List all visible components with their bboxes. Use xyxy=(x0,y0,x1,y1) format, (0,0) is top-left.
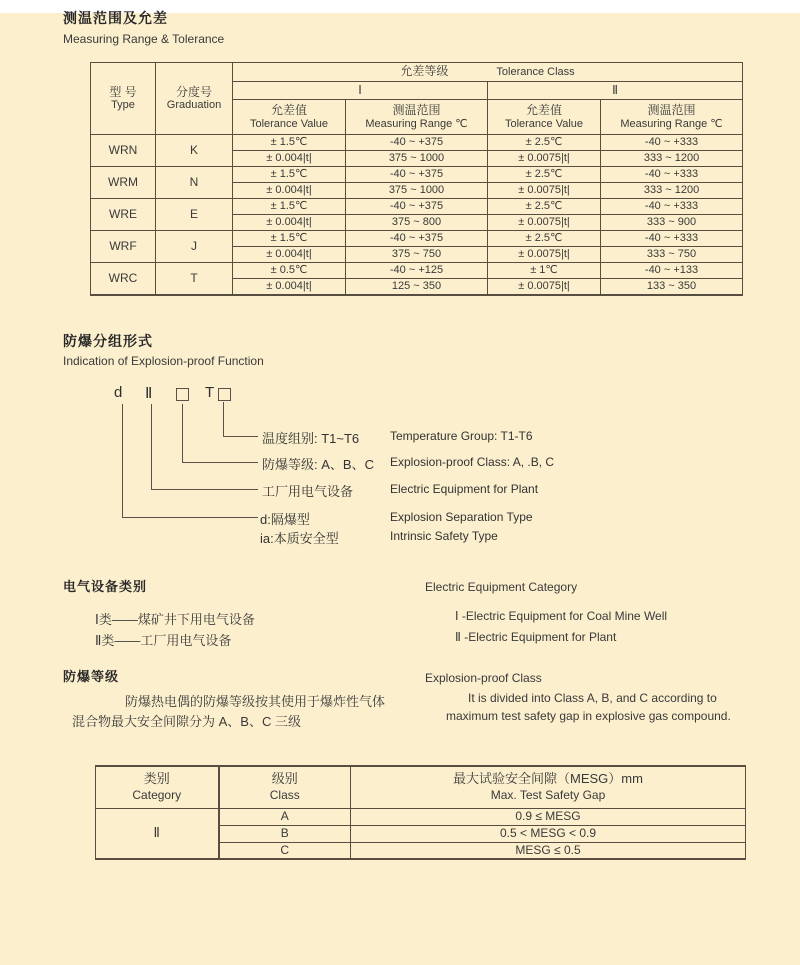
tol-value-en: Tolerance Value xyxy=(249,117,329,130)
mesg-gap-cn: 最大试验安全间隙（MESG）mm xyxy=(453,771,643,786)
cell-graduation: K xyxy=(156,135,233,167)
cell: ± 2.5℃ xyxy=(488,167,601,183)
cell: -40 ~ +333 xyxy=(601,167,743,183)
cell: 333 ~ 1200 xyxy=(601,151,743,167)
range-cn: 测温范围 xyxy=(392,103,441,118)
cell: -40 ~ +375 xyxy=(346,199,488,215)
table-row xyxy=(91,263,743,279)
cell: -40 ~ +133 xyxy=(601,263,743,279)
cell: ± 2.5℃ xyxy=(488,135,601,151)
section4-title-cn: 防爆等级 xyxy=(63,669,120,684)
cell-graduation: N xyxy=(156,167,233,199)
legend-d-type-en: Explosion Separation Type xyxy=(390,510,533,524)
class-para-cn-line2: 混合物最大安全间隙分为 A、B、C 三级 xyxy=(72,714,301,729)
header-type xyxy=(91,63,156,135)
cell-type: WRC xyxy=(91,263,156,295)
mesg-class-en: Class xyxy=(269,787,300,802)
cell: 375 ~ 1000 xyxy=(346,151,488,167)
legend-ex-class-cn: 防爆等级: A、B、C xyxy=(262,457,374,472)
table-row xyxy=(91,231,743,247)
cell: -40 ~ +333 xyxy=(601,135,743,151)
diagram-placeholder-box2 xyxy=(218,388,231,401)
cell: 125 ~ 350 xyxy=(346,279,488,295)
cell: A xyxy=(219,808,351,825)
header-graduation xyxy=(156,63,233,135)
cell: -40 ~ +375 xyxy=(346,167,488,183)
header-class2: Ⅱ xyxy=(488,82,743,100)
cell: -40 ~ +333 xyxy=(601,231,743,247)
table-row xyxy=(91,199,743,215)
mesg-gap-en: Max. Test Safety Gap xyxy=(490,787,606,802)
header-tolerance-class-en: Tolerance Class xyxy=(496,66,575,79)
header-graduation-en: Graduation xyxy=(166,99,222,112)
legend-plant-cn: 工厂用电气设备 xyxy=(262,484,354,499)
cell: ± 1℃ xyxy=(488,263,601,279)
cell: ± 1.5℃ xyxy=(233,135,346,151)
header-tol-value-2 xyxy=(488,100,601,135)
header-graduation-cn: 分度号 xyxy=(175,84,212,99)
cell: -40 ~ +333 xyxy=(601,199,743,215)
cell: -40 ~ +375 xyxy=(346,135,488,151)
cell-type: WRF xyxy=(91,231,156,263)
cell: 333 ~ 900 xyxy=(601,215,743,231)
mesg-class-cn: 级别 xyxy=(271,771,298,786)
diagram-symbol-d: d xyxy=(114,384,123,401)
category-item1-en: Ⅰ -Electric Equipment for Coal Mine Well xyxy=(455,609,668,623)
header-tol-value-1 xyxy=(233,100,346,135)
section4-title-en: Explosion-proof Class xyxy=(425,671,542,685)
cell: 375 ~ 800 xyxy=(346,215,488,231)
section2-title-en: Indication of Explosion-proof Function xyxy=(63,354,264,368)
cell: ± 0.5℃ xyxy=(233,263,346,279)
category-item2-cn: Ⅱ类——工厂用电气设备 xyxy=(95,633,232,648)
cell: ± 0.004|t| xyxy=(233,279,346,295)
legend-ia-type-en: Intrinsic Safety Type xyxy=(390,529,498,543)
cell: 375 ~ 1000 xyxy=(346,183,488,199)
cell: ± 0.004|t| xyxy=(233,183,346,199)
table-row xyxy=(96,808,746,825)
class-para-cn-line1: 防爆热电偶的防爆等级按其使用于爆炸性气体 xyxy=(125,694,386,709)
cell-type: WRM xyxy=(91,167,156,199)
cell: ± 1.5℃ xyxy=(233,231,346,247)
legend-d-type-cn: d:隔爆型 xyxy=(260,512,310,527)
legend-ia-type-cn: ia:本质安全型 xyxy=(260,531,339,546)
diagram-line xyxy=(223,402,224,436)
header-range-1 xyxy=(346,100,488,135)
mesg-header-class xyxy=(219,766,351,808)
section3-title-cn: 电气设备类别 xyxy=(63,579,148,594)
mesg-header-row xyxy=(96,766,746,808)
legend-ex-class-en: Explosion-proof Class: A, .B, C xyxy=(390,455,555,469)
cell: 333 ~ 1200 xyxy=(601,183,743,199)
diagram-line xyxy=(122,404,123,517)
cell: 333 ~ 750 xyxy=(601,247,743,263)
cell: ± 1.5℃ xyxy=(233,167,346,183)
diagram-symbol-T: T xyxy=(205,384,215,401)
header-tolerance-class-cn: 允差等级 xyxy=(400,64,449,79)
mesg-table xyxy=(95,765,746,860)
cell-type: WRE xyxy=(91,199,156,231)
cell: ± 0.0075|t| xyxy=(488,215,601,231)
cell: ± 0.0075|t| xyxy=(488,279,601,295)
cell: ± 2.5℃ xyxy=(488,199,601,215)
cell: 0.9 ≤ MESG xyxy=(351,808,746,825)
legend-plant-en: Electric Equipment for Plant xyxy=(390,482,539,496)
mesg-category-cn: 类别 xyxy=(143,771,170,786)
cell-type: WRN xyxy=(91,135,156,167)
legend-temp-group-en: Temperature Group: T1-T6 xyxy=(390,429,533,443)
cell: B xyxy=(219,825,351,842)
header-type-cn: 型 号 xyxy=(109,84,137,99)
header-type-en: Type xyxy=(111,99,135,112)
header-class1: Ⅰ xyxy=(233,82,488,100)
section1-title-en: Measuring Range & Tolerance xyxy=(63,32,225,46)
section1-title-cn: 测温范围及允差 xyxy=(63,10,168,26)
cell: 375 ~ 750 xyxy=(346,247,488,263)
section2-title-cn: 防爆分组形式 xyxy=(63,333,153,349)
header-tolerance-class xyxy=(233,63,743,82)
legend-temp-group-cn: 温度组别: T1~T6 xyxy=(262,431,360,446)
mesg-header-gap xyxy=(351,766,746,808)
section3-title-en: Electric Equipment Category xyxy=(425,580,578,594)
cell: ± 2.5℃ xyxy=(488,231,601,247)
cell: ± 0.004|t| xyxy=(233,151,346,167)
cell: MESG ≤ 0.5 xyxy=(351,842,746,859)
tolerance-table-header-row1 xyxy=(91,63,743,82)
table-row xyxy=(91,135,743,151)
cell-graduation: E xyxy=(156,199,233,231)
diagram-symbol-II: Ⅱ xyxy=(145,385,153,402)
category-item2-en: Ⅱ -Electric Equipment for Plant xyxy=(455,630,617,644)
cell: ± 0.0075|t| xyxy=(488,151,601,167)
mesg-category-value: Ⅱ xyxy=(96,808,219,859)
diagram-line xyxy=(182,404,183,462)
tol-value-cn: 允差值 xyxy=(525,103,562,118)
tolerance-table xyxy=(90,62,743,296)
cell: C xyxy=(219,842,351,859)
cell: -40 ~ +375 xyxy=(346,231,488,247)
mesg-header-category xyxy=(96,766,219,808)
cell: ± 1.5℃ xyxy=(233,199,346,215)
header-range-2 xyxy=(601,100,743,135)
cell: ± 0.0075|t| xyxy=(488,247,601,263)
diagram-line xyxy=(151,404,152,489)
diagram-line xyxy=(223,436,258,437)
cell: -40 ~ +125 xyxy=(346,263,488,279)
cell-graduation: T xyxy=(156,263,233,295)
category-item1-cn: Ⅰ类——煤矿井下用电气设备 xyxy=(95,612,255,627)
tol-value-en: Tolerance Value xyxy=(504,117,584,130)
cell: 133 ~ 350 xyxy=(601,279,743,295)
diagram-line xyxy=(122,517,258,518)
cell: ± 0.004|t| xyxy=(233,247,346,263)
cell-graduation: J xyxy=(156,231,233,263)
diagram-placeholder-box1 xyxy=(176,388,189,401)
cell: ± 0.0075|t| xyxy=(488,183,601,199)
range-en: Measuring Range ℃ xyxy=(620,117,723,130)
range-en: Measuring Range ℃ xyxy=(365,117,468,130)
tol-value-cn: 允差值 xyxy=(270,103,307,118)
class-para-en-line1: It is divided into Class A, B, and C according to xyxy=(468,691,717,705)
class-para-en-line2: maximum test safety gap in explosive gas compound. xyxy=(446,709,731,723)
cell: 0.5 < MESG < 0.9 xyxy=(351,825,746,842)
table-row xyxy=(91,167,743,183)
diagram-line xyxy=(151,489,258,490)
mesg-category-en: Category xyxy=(132,787,182,802)
diagram-line xyxy=(182,462,258,463)
range-cn: 测温范围 xyxy=(647,103,696,118)
cell: ± 0.004|t| xyxy=(233,215,346,231)
